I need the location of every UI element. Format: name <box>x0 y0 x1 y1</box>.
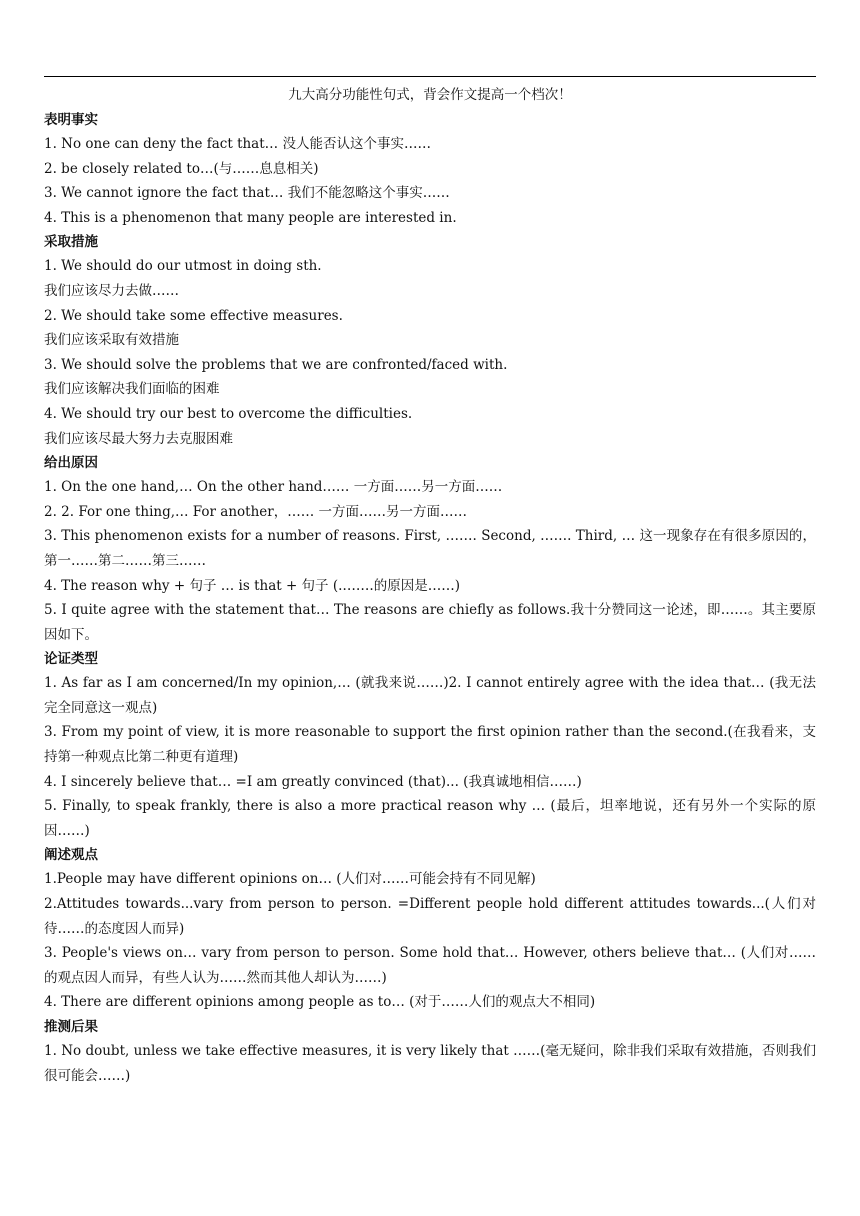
sentence-line: 3. We should solve the problems that we are confronted/faced with. <box>44 356 508 373</box>
sentence-line: 我们应该解决我们面临的困难 <box>44 381 220 398</box>
sentence-line: 3. From my point of view, it is more reasonable to support the first opinion rather than the second.(在我看来，支持第一种观点比第二种更有道理) <box>44 724 816 766</box>
sentence-line: 5. I quite agree with the statement that… The reasons are chiefly as follows.我十分赞同这一论述，即……。其主要原因如下。 <box>44 602 816 643</box>
sentence-line: 1. No doubt, unless we take effective measures, it is very likely that ……(毫无疑问，除非我们采取有效措施，否则我们很可能会……) <box>44 1043 816 1084</box>
document-title: 九大高分功能性句式，背会作文提高一个档次！ <box>288 87 572 103</box>
sentence-line: 4. There are different opinions among people as to… (对于……人们的观点大不相同) <box>44 994 596 1011</box>
section-heading: 给出原因 <box>44 455 98 472</box>
sentence-line: 1.People may have different opinions on… (人们对……可能会持有不同见解) <box>44 871 536 888</box>
sentence-line: 4. The reason why + 句子 … is that + 句子 (.…….的原因是……) <box>44 577 460 594</box>
sentence-line: 1. On the one hand,… On the other hand…… 一方面……另一方面…… <box>44 479 503 496</box>
sentence-line: 2. 2. For one thing,… For another，…… 一方面……另一方面…… <box>44 503 468 520</box>
sentence-line: 我们应该采取有效措施 <box>44 332 179 349</box>
sentence-line: 1. No one can deny the fact that… 没人能否认这个事实…… <box>44 136 431 152</box>
sentence-line: 2. We should take some effective measures. <box>44 307 343 324</box>
document-body <box>44 108 816 1088</box>
sentence-line: 4. This is a phenomenon that many people are interested in. <box>44 209 457 226</box>
sentence-line: 4. We should try our best to overcome the difficulties. <box>44 405 413 422</box>
sentence-line: 3. This phenomenon exists for a number of reasons. First, ……. Second, ……. Third, … 这一现象存在有很多原因的，第一……第二……第三…… <box>44 528 816 569</box>
sentence-line: 2.Attitudes towards...vary from person to person. =Different people hold different attitudes towards...(人们对待……的态度因人而异) <box>44 896 816 937</box>
section-heading: 论证类型 <box>44 651 98 668</box>
sentence-line: 3. People's views on… vary from person to person. Some hold that… However, others believe that… (人们对……的观点因人而异，有些人认为……然而其他人却认为……) <box>44 945 816 986</box>
sentence-line: 1. We should do our utmost in doing sth. <box>44 258 322 275</box>
sentence-line: 我们应该尽最大努力去克服困难 <box>44 430 233 447</box>
sentence-line: 3. We cannot ignore the fact that… 我们不能忽略这个事实…… <box>44 185 450 202</box>
header-rule <box>44 76 816 77</box>
section-heading: 推测后果 <box>44 1019 98 1035</box>
section-heading: 表明事实 <box>44 112 98 128</box>
sentence-line: 2. be closely related to…(与……息息相关) <box>44 160 319 177</box>
section-heading: 采取措施 <box>44 234 98 251</box>
sentence-line: 1. As far as I am concerned/In my opinion,… (就我来说……)2. I cannot entirely agree with the idea that… (我无法完全同意这一观点) <box>44 675 816 716</box>
sentence-line: 4. I sincerely believe that… =I am greatly convinced (that)... (我真诚地相信……) <box>44 773 582 790</box>
sentence-line: 我们应该尽力去做…… <box>44 282 179 299</box>
section-heading: 阐述观点 <box>44 847 98 864</box>
sentence-line: 5. Finally, to speak frankly, there is also a more practical reason why … (最后，坦率地说，还有另外一个实际的原因……) <box>44 798 816 839</box>
